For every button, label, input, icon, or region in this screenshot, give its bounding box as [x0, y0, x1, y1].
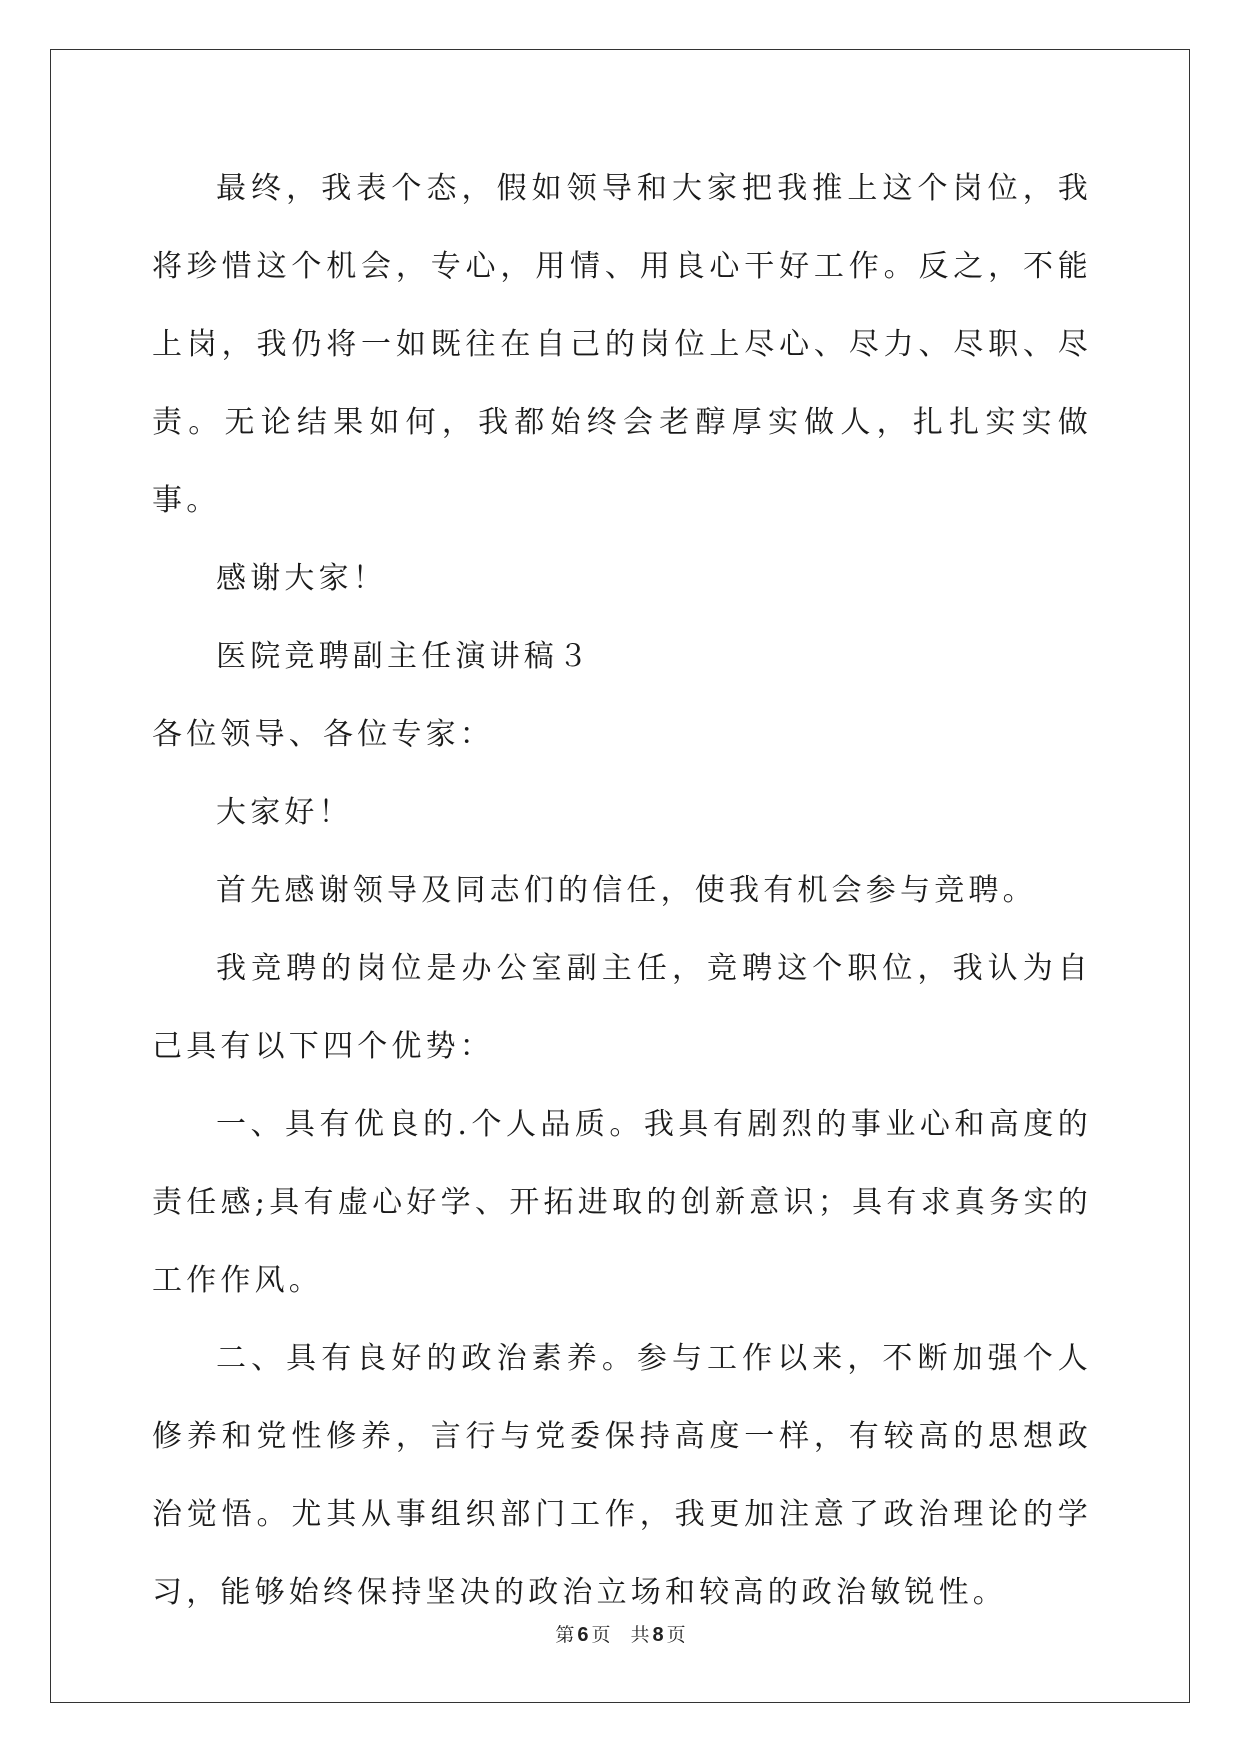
- document-body: [152, 150, 1092, 1632]
- page-suffix: 页: [591, 1624, 611, 1646]
- page-footer: [0, 1620, 1241, 1647]
- total-suffix: 页: [666, 1624, 686, 1646]
- page-prefix: 第: [555, 1624, 575, 1646]
- salutation: 各位领导、各位专家：: [152, 717, 494, 752]
- paragraph-advantage-1: 一、具有优良的.个人品质。我具有剧烈的事业心和高度的责任感;具有虚心好学、开拓进取的创新意识；具有求真务实的工作作风。: [152, 1107, 1092, 1298]
- section-title: 医院竞聘副主任演讲稿３: [216, 639, 593, 674]
- paragraph-opening: 首先感谢领导及同志们的信任，使我有机会参与竞聘。: [216, 873, 1037, 908]
- current-page-number: 6: [577, 1624, 589, 1646]
- paragraph-position: 我竞聘的岗位是办公室副主任，竞聘这个职位，我认为自己具有以下四个优势：: [152, 951, 1092, 1064]
- total-prefix: 共: [630, 1624, 650, 1646]
- paragraph-closing-pledge: 最终，我表个态，假如领导和大家把我推上这个岗位，我将珍惜这个机会，专心，用情、用良心干好工作。反之，不能上岗，我仍将一如既往在自己的岗位上尽心、尽力、尽职、尽责。无论结果如何，我都始终会老醇厚实做人，扎扎实实做事。: [152, 171, 1092, 518]
- paragraph-advantage-2: 二、具有良好的政治素养。参与工作以来，不断加强个人修养和党性修养，言行与党委保持高度一样，有较高的思想政治觉悟。尤其从事组织部门工作，我更加注意了政治理论的学习，能够始终保持坚决的政治立场和较高的政治敏锐性。: [152, 1341, 1092, 1610]
- greeting: 大家好！: [216, 795, 353, 830]
- total-page-number: 8: [652, 1624, 664, 1646]
- paragraph-thanks: 感谢大家！: [216, 561, 387, 596]
